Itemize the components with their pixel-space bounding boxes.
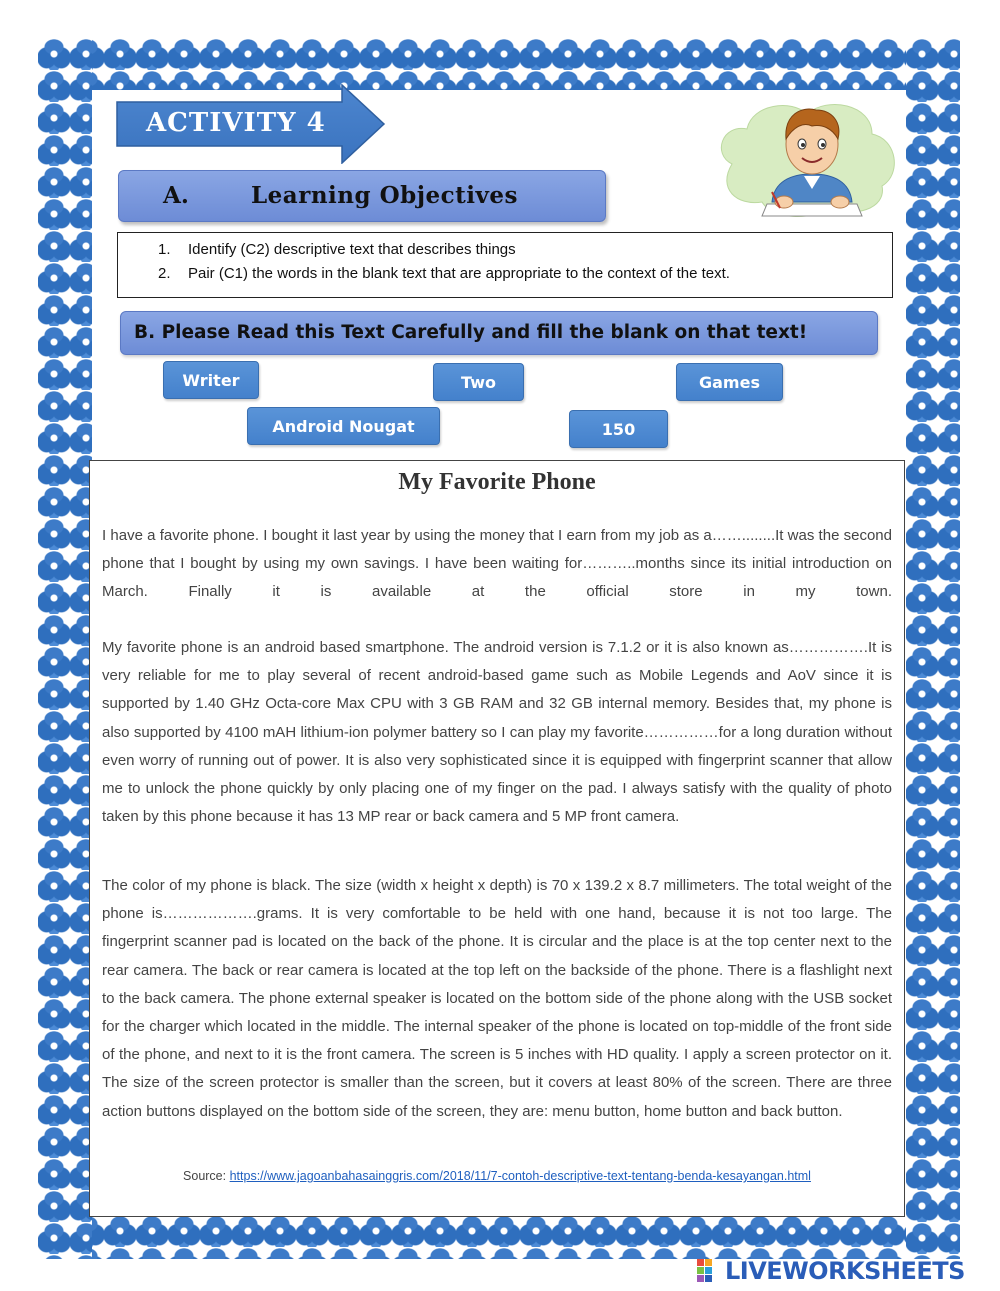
list-item: 2. Pair (C1) the words in the blank text that are appropriate to the context of the text. <box>158 265 730 282</box>
list-item: 1. Identify (C2) descriptive text that describes things <box>158 241 516 258</box>
reading-text-panel <box>89 460 905 1217</box>
boy-writing-illustration <box>712 94 902 224</box>
liveworksheets-logo <box>697 1256 997 1286</box>
source-link[interactable]: https://www.jagoanbahasainggris.com/2018/11/7-contoh-descriptive-text-tentang-benda-kesayangan.html <box>229 1169 811 1183</box>
instructions-header <box>120 311 878 355</box>
paragraph-2: My favorite phone is an android based smartphone. The android version is 7.1.2 or it is also known as…………….It is very reliable for me to play several of recent android-based game such as Mobile Legends and AoV since it is supported by 1.40 GHz Octa-core Max CPU with 3 GB RAM and 32 GB internal memory. Besides that, my phone is also supported by 4100 mAH lithium-ion polymer battery so I can play my favorite……………for a long duration without even worry of running out of power. It is also very sophisticated since it is equipped with fingerprint scanner that allow me to unlock the phone quickly by only placing one of my finger on the pad. I always satisfy with the quality of photo taken by this phone because it has 13 MP rear or back camera and 5 MP front camera. <box>102 639 892 826</box>
instructions-text: B. Please Read this Text Carefully and fill the blank on that text! <box>134 322 808 343</box>
word-chip-android-nougat[interactable]: Android Nougat <box>247 407 440 445</box>
text-title: My Favorite Phone <box>398 469 596 495</box>
word-chip-150[interactable]: 150 <box>569 410 668 448</box>
word-chip-two[interactable]: Two <box>433 363 524 401</box>
paragraph-1: I have a favorite phone. I bought it last year by using the money that I earn from my job as a……........It was the second phone that I bought by using my own savings. I have been waiting for………..months since its initial introduction on March. Finally it is available at the official store in my town. <box>102 527 892 601</box>
logo-text: LIVEWORKSHEETS <box>725 1257 965 1285</box>
liveworksheets-mark-icon <box>697 1259 721 1283</box>
section-letter: A. <box>163 182 189 209</box>
floral-border-right <box>906 38 960 1259</box>
word-chip-games[interactable]: Games <box>676 363 783 401</box>
floral-border-left <box>38 38 92 1259</box>
activity-banner <box>116 84 386 164</box>
source-citation: Source: https://www.jagoanbahasainggris.com/2018/11/7-contoh-descriptive-text-tentang-benda-kesayangan.html <box>183 1169 811 1183</box>
activity-title: ACTIVITY 4 <box>146 108 326 138</box>
objectives-list <box>117 232 893 298</box>
word-chip-writer[interactable]: Writer <box>163 361 259 399</box>
paragraph-3: The color of my phone is black. The size (width x height x depth) is 70 x 139.2 x 8.7 millimeters. The total weight of the phone is……………….grams. It is very comfortable to be held with one hand, because it is not too large. The fingerprint scanner pad is located on the back of the phone. It is circular and the place is at the top center next to the rear camera. The back or rear camera is located at the top left on the backside of the phone. There is a flashlight next to the back camera. The phone external speaker is located on the bottom side of the phone along with the USB socket for the charger which located in the middle. The internal speaker of the phone is located on top-middle of the front side of the phone, and next to it is the front camera. The screen is 5 inches with HD quality. I apply a screen protector on it. The size of the screen protector is smaller than the screen, but it covers at least 80% of the screen. There are three action buttons displayed on the bottom side of the screen, they are: menu button, home button and back button. <box>102 877 892 1120</box>
learning-objectives-header <box>118 170 606 222</box>
floral-border-bottom <box>40 1215 960 1259</box>
floral-border-top <box>40 38 960 90</box>
section-title: Learning Objectives <box>251 182 518 209</box>
